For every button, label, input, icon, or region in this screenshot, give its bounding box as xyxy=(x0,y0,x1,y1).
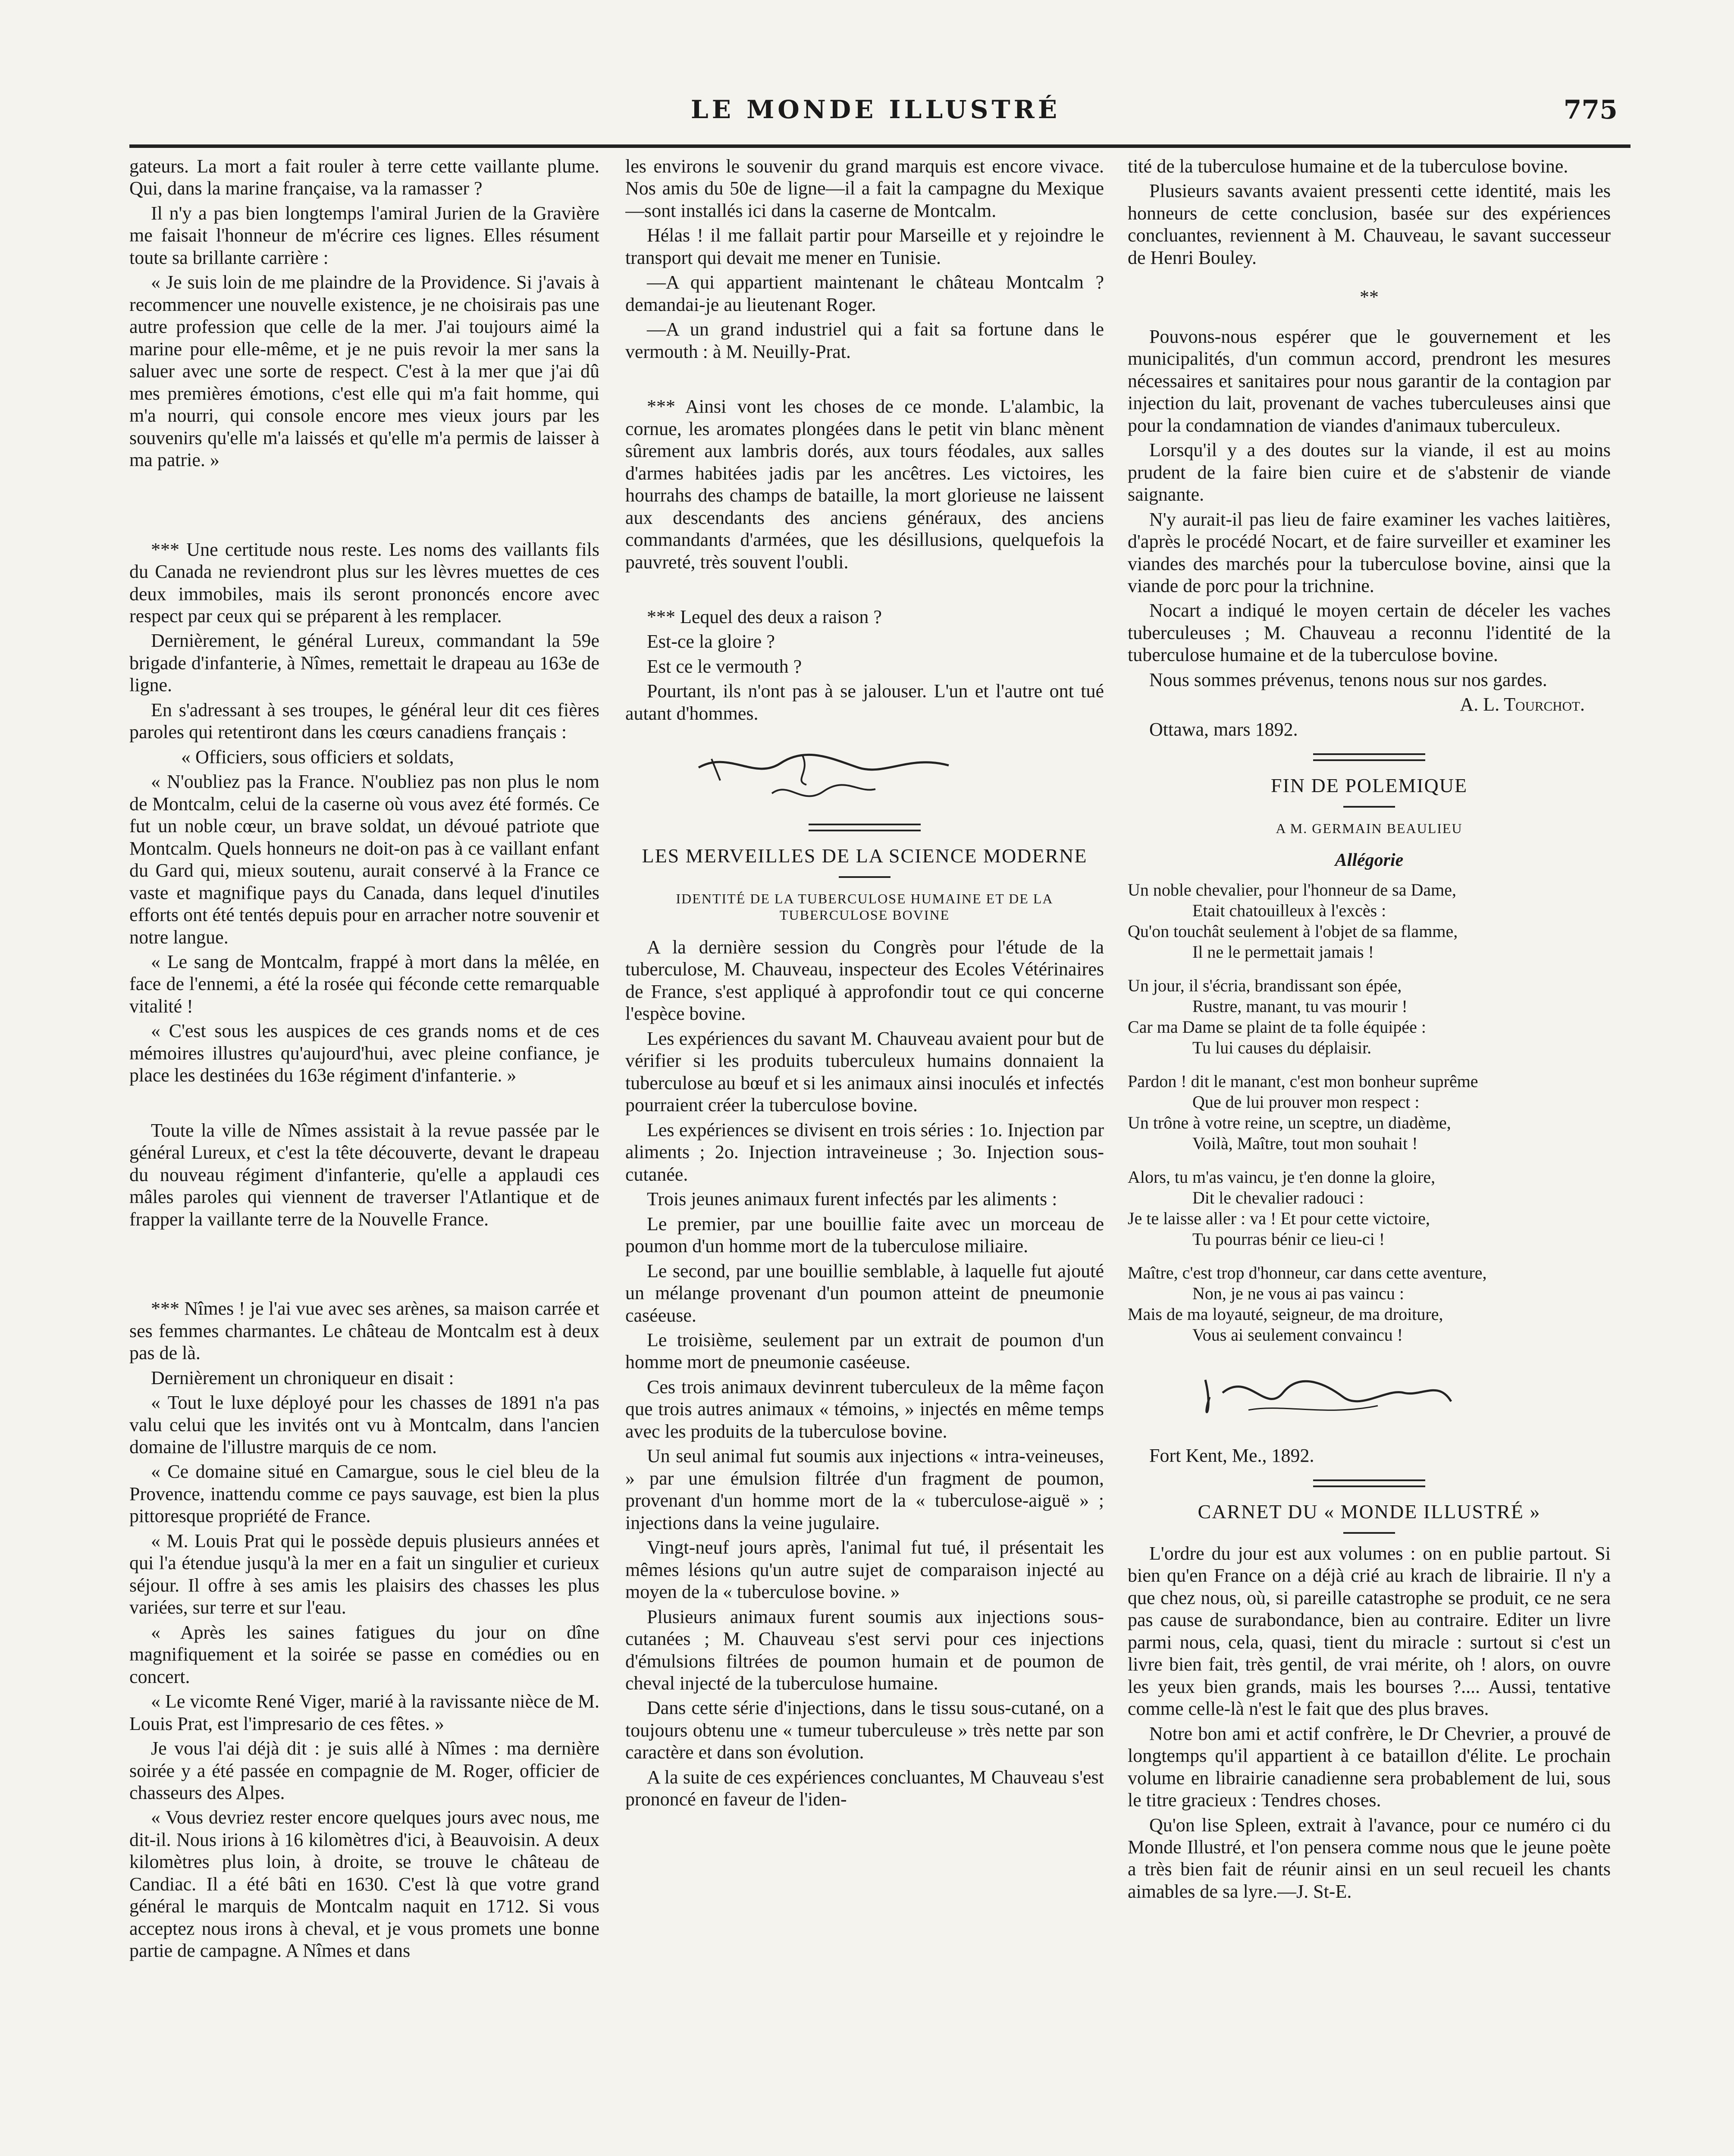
stanza xyxy=(1128,1263,1611,1345)
paragraph: Vingt-neuf jours après, l'animal fut tué, il présentait les mêmes lésions qu'un autre sujet de comparaison injecté au moyen de la « tuberculose bovine. » xyxy=(625,1537,1104,1603)
paragraph: Toute la ville de Nîmes assistait à la revue passée par le général Lureux, et c'est la tête découverte, devant le drapeau du nouveau régiment d'infanterie, qu'elle a applaudi ces mâles paroles qui viennent de traverser l'Atlantique et de frapper la vaillante terre de la Nouvelle France. xyxy=(129,1119,599,1230)
paragraph: « C'est sous les auspices de ces grands noms et de ces mémoires illustres qu'aujourd'hui, avec pleine confiance, je place les destinées du 163e régiment d'infanterie. » xyxy=(129,1020,599,1086)
paragraph: Notre bon ami et actif confrère, le Dr Chevrier, a prouvé de longtemps qu'il appartient à ce bataillon d'élite. Le prochain volume en librairie canadienne sera probablement de lui, sous le titre gracieux : Tendres choses. xyxy=(1128,1723,1611,1811)
verse-line: Un trône à votre reine, un sceptre, un diadème, xyxy=(1128,1112,1451,1132)
verse-line: Un jour, il s'écria, brandissant son épée, xyxy=(1128,975,1402,995)
paragraph: « N'oubliez pas la France. N'oubliez pas non plus le nom de Montcalm, celui de la caserne où vous avez été formés. Ce fut un noble cœur, un brave soldat, un dévoué patriote que Montcalm. Quels honneurs ne doit-on pas à ce vaillant enfant du Gard qui, mieux soutenu, aurait conservé à la France ce vaste et magnifique pays du Canada, dans lequel d'inutiles efforts ont été tentés depuis pour en arracher notre souvenir et notre langue. xyxy=(129,771,599,948)
verse-line: Maître, c'est trop d'honneur, car dans cette aventure, xyxy=(1128,1263,1487,1282)
paragraph: « M. Louis Prat qui le possède depuis plusieurs années et qui l'a étendue jusqu'à la mer en a fait un singulier et curieux séjour. Il offre à ses amis les plaisirs des chasses les plus variées, sur terre et sur l'eau. xyxy=(129,1530,599,1618)
paragraph: Il n'y a pas bien longtemps l'amiral Jurien de la Gravière me faisait l'honneur de m'écrire ces lignes. Elles résument toute sa brillante carrière : xyxy=(129,202,599,268)
paragraph: « Officiers, sous officiers et soldats, xyxy=(181,746,454,768)
paragraph: *** Ainsi vont les choses de ce monde. L'alambic, la cornue, les aromates plongées dans le petit vin blanc mènent sûrement aux lambris dorés, aux tours féodales, aux salles d'armes habitées jadis par les ancêtres. Les victoires, les hourrahs des champs de bataille, la mort glorieuse ne laissent aux descendants des anciens généraux, des anciens commandants d'armées, que les désillusions, quelquefois la pauvreté, très souvent l'oubli. xyxy=(625,396,1104,573)
short-divider xyxy=(839,876,891,878)
paragraph: Est ce le vermouth ? xyxy=(647,655,802,677)
paragraph: Les expériences du savant M. Chauveau avaient pour but de vérifier si les produits tuberculeux humains donnaient la tuberculose au bœuf et si les animaux ainsi inoculés et infectés pourraient créer la tuberculose bovine. xyxy=(625,1028,1104,1116)
dedication: A M. GERMAIN BEAULIEU xyxy=(1276,821,1463,837)
stanza xyxy=(1128,880,1611,962)
verse-line: Je te laisse aller : va ! Et pour cette victoire, xyxy=(1128,1208,1430,1228)
verse-line: Dit le chevalier radouci : xyxy=(1192,1188,1364,1207)
paragraph: Un seul animal fut soumis aux injections « intra-veineuses, » par une émulsion filtrée d'un fragment de poumon, provenant d'un homme mort de la « tuberculose-aiguë » ; injections dans la veine jugulaire. xyxy=(625,1445,1104,1533)
quote-paragraph: « Je suis loin de me plaindre de la Providence. Si j'avais à recommencer une nouvelle existence, je ne choisirais pas une autre profession que celle de la mer. J'ai toujours aimé la marine pour elle-même, et je ne puis revoir la mer sans la saluer avec une sorte de respect. C'est à la mer que j'ai dû mes premières émotions, c'est elle qui m'a fait homme, qui m'a nourri, qui console encore mes vieux jours par les souvenirs qu'elle m'a laissés et qu'elle m'a permis de laisser à ma patrie. » xyxy=(129,272,599,471)
asterism: ** xyxy=(1360,286,1379,308)
paragraph: Lorsqu'il y a des doutes sur la viande, il est au moins prudent de la faire bien cuire et de s'abstenir de viande saignante. xyxy=(1128,439,1611,505)
verse-line: Vous ai seulement convaincu ! xyxy=(1192,1325,1403,1344)
paragraph: Plusieurs animaux furent soumis aux injections sous-cutanées ; M. Chauveau s'est servi pour ces injections d'émulsions filtrées de poumon humain et de poumon de cheval injecté de la tuberculose humaine. xyxy=(625,1606,1104,1694)
verse-line: Pardon ! dit le manant, c'est mon bonheur suprême xyxy=(1128,1071,1478,1091)
place-date: Ottawa, mars 1892. xyxy=(1149,718,1298,740)
paragraph: « Le vicomte René Viger, marié à la ravissante nièce de M. Louis Prat, est l'impresario de ces fêtes. » xyxy=(129,1691,599,1734)
paragraph: « Ce domaine situé en Camargue, sous le ciel bleu de la Provence, inattendu comme ce pays sauvage, est bien la plus pittoresque propriété de France. xyxy=(129,1461,599,1527)
short-divider xyxy=(1343,806,1395,808)
paragraph: Est-ce la gloire ? xyxy=(647,631,775,652)
short-divider xyxy=(1343,1532,1395,1534)
paragraph: Je vous l'ai déjà dit : je suis allé à Nîmes : ma dernière soirée y a été passée en compagnie de M. Roger, officier de chasseurs des Alpes. xyxy=(129,1738,599,1803)
verse-line: Un noble chevalier, pour l'honneur de sa Dame, xyxy=(1128,880,1457,899)
section-subtitle: IDENTITÉ DE LA TUBERCULOSE HUMAINE ET DE LA TUBERCULOSE BOVINE xyxy=(676,891,1054,923)
paragraph: Hélas ! il me fallait partir pour Marseille et y rejoindre le transport qui devait me mener en Tunisie. xyxy=(625,225,1104,268)
page-header xyxy=(129,86,1622,138)
place-date: Fort Kent, Me., 1892. xyxy=(1149,1445,1314,1466)
verse-line: Voilà, Maître, tout mon souhait ! xyxy=(1192,1133,1418,1153)
handwritten-signature xyxy=(694,742,953,811)
page-number: 775 xyxy=(1563,95,1618,125)
paragraph: Plusieurs savants avaient pressenti cette identité, mais les honneurs de cette conclusion, basée sur des expériences concluantes, reviennent à M. Chauveau, le savant successeur de Henri Bouley. xyxy=(1128,180,1611,268)
verse-line: Que de lui prouver mon respect : xyxy=(1192,1092,1420,1112)
paragraph: « Le sang de Montcalm, frappé à mort dans la mêlée, en face de l'ennemi, a été la rosée qui féconde cette remarquable vitalité ! xyxy=(129,951,599,1017)
poem-subtitle: Allégorie xyxy=(1335,850,1404,870)
verse-line: Tu lui causes du déplaisir. xyxy=(1192,1037,1372,1057)
paragraph: En s'adressant à ses troupes, le général leur dit ces fières paroles qui retentiront dans les cœurs canadiens français : xyxy=(129,699,599,743)
paragraph: Dernièrement un chroniqueur en disait : xyxy=(151,1367,454,1388)
paragraph: *** Nîmes ! je l'ai vue avec ses arènes, sa maison carrée et ses femmes charmantes. Le château de Montcalm est à deux pas de là. xyxy=(129,1298,599,1364)
stanza xyxy=(1128,1167,1611,1250)
paragraph: —A qui appartient maintenant le château Montcalm ? demandai-je au lieutenant Roger. xyxy=(625,272,1104,315)
verse-line: Mais de ma loyauté, seigneur, de ma droiture, xyxy=(1128,1304,1443,1324)
section-divider xyxy=(1313,753,1425,761)
column-1 xyxy=(129,155,599,2156)
paragraph: L'ordre du jour est aux volumes : on en publie partout. Si bien qu'en France on a déjà crié au krach de librairie. Il n'y a que chez nous, où, si pareille catastrophe se produit, ce ne sera pas cause de surabondance, bien au contraire. Editer un livre parmi nous, cela, quasi, tient du miracle : surtout si c'est un livre bien fait, très gentil, de vrai mérite, oh ! alors, on ouvre les yeux bien grands, mais les bourses ?.... Aussi, tentative comme celle-là n'est le fait que des plus braves. xyxy=(1128,1542,1611,1720)
paragraph: N'y aurait-il pas lieu de faire examiner les vaches laitières, d'après le procédé Nocart, et de faire surveiller et examiner les viandes des marchés pour la tuberculose bovine, ainsi que la viande de porc pour la trichnine. xyxy=(1128,508,1611,596)
handwritten-signature xyxy=(1197,1363,1455,1432)
stanza xyxy=(1128,1071,1611,1154)
paragraph: Qu'on lise Spleen, extrait à l'avance, pour ce numéro ci du Monde Illustré, et l'on pensera comme nous que le jeune poète a très bien fait de réunir ainsi en un seul recueil les chants aimables de sa lyre.—J. St-E. xyxy=(1128,1814,1611,1902)
paragraph: Trois jeunes animaux furent infectés par les aliments : xyxy=(647,1188,1057,1210)
verse-line: Tu pourras bénir ce lieu-ci ! xyxy=(1192,1229,1385,1249)
paragraph: Nous sommes prévenus, tenons nous sur nos gardes. xyxy=(1149,669,1547,690)
paragraph: Ces trois animaux devinrent tuberculeux de la même façon que trois autres animaux « témoins, » injectés en même temps avec les produits de la tuberculose bovine. xyxy=(625,1376,1104,1442)
verse-line: Car ma Dame se plaint de ta folle équipée : xyxy=(1128,1017,1426,1037)
column-3 xyxy=(1128,155,1611,2156)
header-rule xyxy=(129,144,1631,148)
paragraph: A la dernière session du Congrès pour l'étude de la tuberculose, M. Chauveau, inspecteur des Ecoles Vétérinaires de France, s'est appliqué à approfondir tout ce qui concerne l'espèce bovine. xyxy=(625,937,1104,1025)
paragraph: Pourtant, ils n'ont pas à se jalouser. L'un et l'autre ont tué autant d'hommes. xyxy=(625,680,1104,724)
paragraph: gateurs. La mort a fait rouler à terre cette vaillante plume. Qui, dans la marine française, va la ramasser ? xyxy=(129,156,599,199)
verse-line: Etait chatouilleux à l'excès : xyxy=(1192,900,1386,920)
section-title: FIN DE POLEMIQUE xyxy=(1270,774,1468,797)
paragraph: Dernièrement, le général Lureux, commandant la 59e brigade d'infanterie, à Nîmes, remettait le drapeau au 163e de ligne. xyxy=(129,630,599,696)
paragraph: Dans cette série d'injections, dans le tissu sous-cutané, on a toujours obtenu une « tumeur tuberculeuse » très nette par son caractère et dans son évolution. xyxy=(625,1697,1104,1763)
paragraph: Le premier, par une bouillie faite avec un morceau de poumon d'un homme mort de la tuberculose miliaire. xyxy=(625,1213,1104,1257)
column-2 xyxy=(625,155,1104,2156)
paragraph: « Vous devriez rester encore quelques jours avec nous, me dit-il. Nous irions à 16 kilomètres d'ici, à Beauvoisin. A deux kilomètres plus loin, à droite, se trouve le château de Candiac. Il a été bâti en 1630. C'est là que votre grand général le marquis de Montcalm naquit en 1712. Si vous acceptez nous irons à cheval, et je vous promets une bonne partie de campagne. A Nîmes et dans xyxy=(129,1807,599,1962)
section-title: CARNET DU « MONDE ILLUSTRÉ » xyxy=(1198,1501,1541,1523)
paragraph: Nocart a indiqué le moyen certain de déceler les vaches tuberculeuses ; M. Chauveau a reconnu l'identité de la tuberculose humaine et de la tuberculose bovine. xyxy=(1128,600,1611,666)
paragraph: « Après les saines fatigues du jour on dîne magnifiquement et la soirée se passe en comédies ou en concert. xyxy=(129,1621,599,1687)
paragraph: Pouvons-nous espérer que le gouvernement et les municipalités, d'un commun accord, prendront les mesures nécessaires et sanitaires pour nous garantir de la contagion par injection du lait, provenant de vaches tuberculeuses ainsi que pour la condamnation de viandes d'animaux tuberculeux. xyxy=(1128,326,1611,436)
section-title: LES MERVEILLES DE LA SCIENCE MODERNE xyxy=(642,845,1088,867)
paragraph: les environs le souvenir du grand marquis est encore vivace. Nos amis du 50e de ligne—il a fait la campagne du Mexique—sont installés ici dans la caserne de Montcalm. xyxy=(625,156,1104,221)
paragraph: Le troisième, seulement par un extrait de poumon d'un homme mort de pneumonie caséeuse. xyxy=(625,1329,1104,1373)
verse-line: Alors, tu m'as vaincu, je t'en donne la gloire, xyxy=(1128,1167,1436,1187)
paragraph: *** Lequel des deux a raison ? xyxy=(647,606,882,627)
poem xyxy=(1128,880,1611,1345)
paragraph: *** Une certitude nous reste. Les noms des vaillants fils du Canada ne reviendront plus sur les lèvres muettes de ces deux immobiles, mais ils seront prononcés encore avec respect par ceux qui se préparent à les remplacer. xyxy=(129,539,599,627)
section-divider xyxy=(1313,1479,1425,1487)
masthead-title: LE MONDE ILLUSTRÉ xyxy=(690,95,1061,124)
paragraph: « Tout le luxe déployé pour les chasses de 1891 n'a pas valu celui que les invités ont vu à Montcalm, dans l'ancien domaine de l'illustre marquis de ce nom. xyxy=(129,1392,599,1457)
verse-line: Rustre, manant, tu vas mourir ! xyxy=(1192,996,1408,1016)
paragraph: tité de la tuberculose humaine et de la tuberculose bovine. xyxy=(1128,156,1568,177)
author-signature: A. L. Tourchot. xyxy=(1460,694,1585,715)
verse-line: Qu'on touchât seulement à l'objet de sa flamme, xyxy=(1128,921,1458,941)
verse-line: Il ne le permettait jamais ! xyxy=(1192,942,1374,962)
paragraph: Les expériences se divisent en trois séries : 1o. Injection par aliments ; 2o. Injection intraveineuse ; 3o. Injection sous-cutanée. xyxy=(625,1119,1104,1185)
verse-line: Non, je ne vous ai pas vaincu : xyxy=(1192,1283,1404,1303)
paragraph: Le second, par une bouillie semblable, à laquelle fut ajouté un mélange provenant d'un poumon atteint de pneumonie caséeuse. xyxy=(625,1260,1104,1326)
paragraph: A la suite de ces expériences concluantes, M Chauveau s'est prononcé en faveur de l'iden- xyxy=(625,1766,1104,1810)
paragraph: —A un grand industriel qui a fait sa fortune dans le vermouth : à M. Neuilly-Prat. xyxy=(625,319,1104,362)
stanza xyxy=(1128,975,1611,1058)
section-divider xyxy=(809,824,921,831)
